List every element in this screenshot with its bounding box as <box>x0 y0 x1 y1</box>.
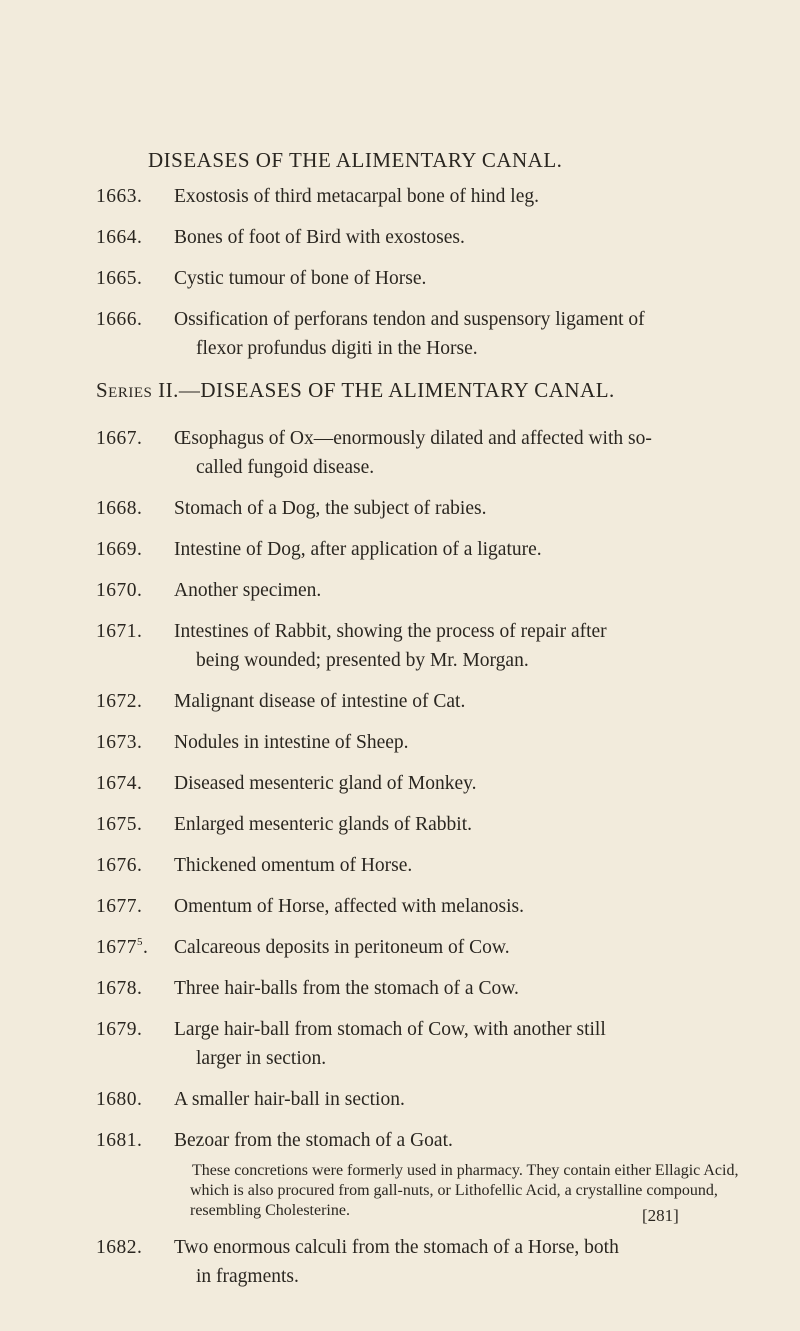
entry-number: 1664. <box>96 227 143 248</box>
entry-text: Two enormous calculi from the stomach of a Horse, both <box>174 1237 619 1258</box>
catalogue-entry <box>0 535 800 564</box>
catalogue-entry <box>0 974 800 1003</box>
catalogue-entry <box>0 305 800 363</box>
top-entry-list <box>0 182 800 375</box>
catalogue-entry <box>0 494 800 523</box>
entry-text: Diseased mesenteric gland of Monkey. <box>174 773 477 794</box>
entry-number: 1680. <box>96 1089 143 1110</box>
entry-number-with-superscript <box>96 933 148 962</box>
entry-text: Intestine of Dog, after application of a ligature. <box>174 539 542 560</box>
entry-text: Intestines of Rabbit, showing the process of repair after <box>174 621 607 642</box>
page-number: [281] <box>642 1206 679 1225</box>
entry-text-continued: in fragments. <box>196 1266 299 1287</box>
catalogue-entry <box>0 728 800 757</box>
series-heading-title: II.—DISEASES OF THE ALIMENTARY CANAL. <box>152 378 615 402</box>
entry-text: Calcareous deposits in peritoneum of Cow. <box>174 937 510 958</box>
running-head: DISEASES OF THE ALIMENTARY CANAL. <box>148 148 563 172</box>
series-entry-list <box>0 424 800 1303</box>
entry-text: Bezoar from the stomach of a Goat. <box>174 1130 453 1151</box>
entry-number: 1679. <box>96 1019 143 1040</box>
entry-number: 1677 <box>96 937 137 958</box>
entry-text: Œsophagus of Ox—enormously dilated and affected with so- <box>174 428 652 449</box>
entry-number: 1666. <box>96 309 143 330</box>
catalogue-entry <box>0 933 800 962</box>
entry-text: Stomach of a Dog, the subject of rabies. <box>174 498 487 519</box>
catalogue-entry <box>0 1126 800 1155</box>
entry-text: Thickened omentum of Horse. <box>174 855 413 876</box>
entry-text: Another specimen. <box>174 580 322 601</box>
catalogue-entry <box>0 851 800 880</box>
entry-text: Nodules in intestine of Sheep. <box>174 732 409 753</box>
entry-number: 1663. <box>96 186 143 207</box>
entry-number: 1670. <box>96 580 143 601</box>
catalogue-entry <box>0 769 800 798</box>
entry-number: 1672. <box>96 691 143 712</box>
entry-number: 1667. <box>96 428 143 449</box>
entry-text: Bones of foot of Bird with exostoses. <box>174 227 465 248</box>
entry-text: Cystic tumour of bone of Horse. <box>174 268 427 289</box>
entry-text-continued: being wounded; presented by Mr. Morgan. <box>196 650 529 671</box>
entry-number: 1665. <box>96 268 143 289</box>
catalogue-entry <box>0 223 800 252</box>
entry-text: Three hair-balls from the stomach of a Cow. <box>174 978 519 999</box>
entry-number: 1681. <box>96 1130 143 1151</box>
entry-text-continued: larger in section. <box>196 1048 327 1069</box>
catalogue-entry <box>0 892 800 921</box>
catalogue-entry <box>0 182 800 211</box>
entry-number: 1669. <box>96 539 143 560</box>
entry-number: 1668. <box>96 498 143 519</box>
catalogue-entry <box>0 617 800 675</box>
entry-number: 1676. <box>96 855 143 876</box>
catalogue-entry <box>0 576 800 605</box>
entry-number: 1673. <box>96 732 143 753</box>
series-heading-prefix: Series <box>96 378 153 402</box>
entry-number: 1677. <box>96 896 143 917</box>
catalogue-entry <box>0 687 800 716</box>
entry-text-continued: called fungoid disease. <box>196 457 375 478</box>
catalogue-entry <box>0 424 800 482</box>
catalogue-entry <box>0 1085 800 1114</box>
catalogue-entry <box>0 810 800 839</box>
entry-number-superscript: 5 <box>137 936 143 948</box>
catalogue-entry <box>0 1233 800 1291</box>
entry-text: A smaller hair-ball in section. <box>174 1089 405 1110</box>
entry-text: Omentum of Horse, affected with melanosis. <box>174 896 525 917</box>
entry-number: 1678. <box>96 978 143 999</box>
entry-text: Exostosis of third metacarpal bone of hind leg. <box>174 186 539 207</box>
entry-text: Malignant disease of intestine of Cat. <box>174 691 466 712</box>
entry-number: 1682. <box>96 1237 143 1258</box>
catalogue-entry <box>0 264 800 293</box>
entry-text: Enlarged mesenteric glands of Rabbit. <box>174 814 473 835</box>
entry-text: Ossification of perforans tendon and suspensory ligament of <box>174 309 645 330</box>
entry-text-continued: flexor profundus digiti in the Horse. <box>196 338 478 359</box>
catalogue-entry <box>0 1015 800 1073</box>
footnote-paragraph: These concretions were formerly used in pharmacy. They contain either Ellagic Acid, which is also procured from gall-nuts, or Lithofellic Acid, a crystalline compound, resembling Cholesterine. <box>190 1162 739 1219</box>
entry-number-suffix: . <box>143 937 149 958</box>
entry-number: 1674. <box>96 773 143 794</box>
entry-number: 1675. <box>96 814 143 835</box>
entry-number: 1671. <box>96 621 143 642</box>
entry-text: Large hair-ball from stomach of Cow, with another still <box>174 1019 606 1040</box>
series-heading <box>96 378 615 403</box>
